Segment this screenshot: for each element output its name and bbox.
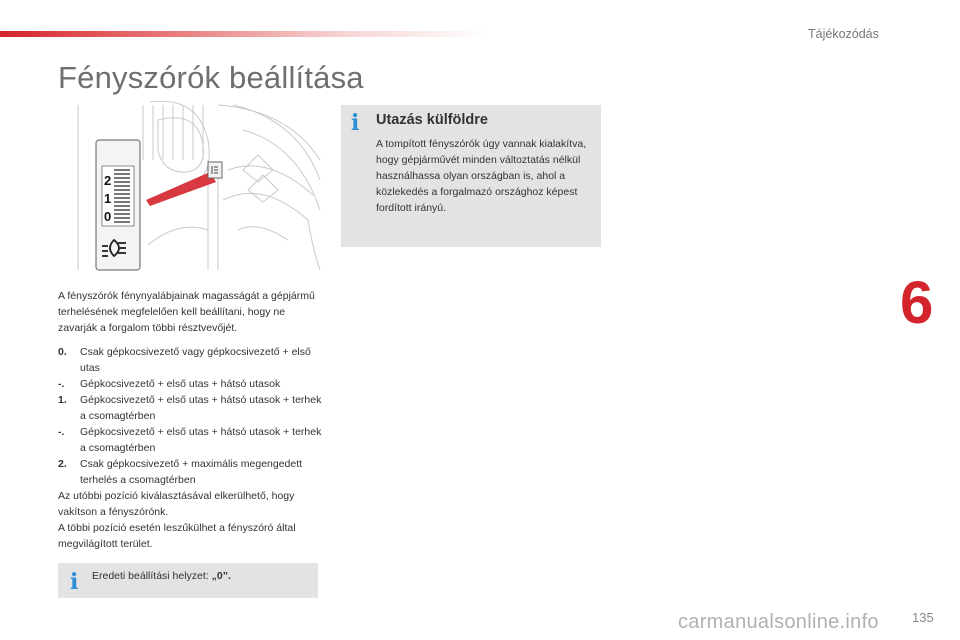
page-number: 135 bbox=[912, 610, 934, 625]
position-text: Gépkocsivezető + első utas + hátsó utasok + terhek a csomagtérben bbox=[80, 426, 322, 454]
note-text: Eredeti beállítási helyzet: bbox=[92, 570, 212, 582]
list-item bbox=[58, 456, 326, 488]
position-text: Gépkocsivezető + első utas + hátsó utasok bbox=[80, 378, 281, 390]
position-text: Gépkocsivezető + első utas + hátsó utasok + terhek a csomagtérben bbox=[80, 394, 322, 422]
watermark: carmanualsonline.info bbox=[678, 611, 879, 633]
position-text: Csak gépkocsivezető + maximális megengedett terhelés a csomagtérben bbox=[80, 458, 303, 486]
dial-label: 2 bbox=[104, 173, 112, 188]
section-label: Tájékozódás bbox=[808, 27, 879, 41]
list-item bbox=[58, 344, 326, 376]
intro-text: A fényszórók fénynyalábjainak magasságát a gépjármű terhelésének megfelelően kell beállítani, hogy ne zavarják a forgalom többi résztvevőjét. bbox=[58, 290, 315, 334]
dial-label: 1 bbox=[104, 191, 112, 206]
dial-label: 0 bbox=[104, 209, 112, 224]
headlamp-adjustment-illustration bbox=[58, 100, 323, 275]
info-box-title: Utazás külföldre bbox=[376, 112, 488, 128]
outro-text-1: Az utóbbi pozíció kiválasztásával elkerülhető, hogy vakítson a fényszórónk. bbox=[58, 490, 295, 518]
position-key: 2. bbox=[58, 458, 67, 470]
position-key: -. bbox=[58, 378, 65, 390]
outro-text-2: A többi pozíció esetén leszűkülhet a fényszóró által megvilágított terület. bbox=[58, 522, 296, 550]
note-value: „0”. bbox=[211, 570, 231, 582]
info-box-abroad bbox=[341, 105, 601, 247]
position-key: 0. bbox=[58, 346, 67, 358]
info-icon: i bbox=[351, 110, 360, 136]
position-text: Csak gépkocsivezető vagy gépkocsivezető + első utas bbox=[80, 346, 311, 374]
position-list bbox=[58, 344, 326, 552]
info-box-text: A tompított fényszórók úgy vannak kialakítva, hogy gépjárművét minden változtatás nélkül használhassa olyan országban is, ahol a közlekedés a forgalmazó országhoz képest fordított irányú. bbox=[376, 138, 587, 214]
position-key: -. bbox=[58, 426, 65, 438]
chapter-number: 6 bbox=[900, 269, 934, 336]
info-icon: i bbox=[70, 569, 79, 595]
default-setting-note bbox=[58, 563, 318, 598]
position-key: 1. bbox=[58, 394, 67, 406]
list-item bbox=[58, 424, 326, 456]
list-item bbox=[58, 392, 326, 424]
list-item bbox=[58, 376, 326, 392]
page-title: Fényszórók beállítása bbox=[58, 60, 364, 95]
header-accent-bar bbox=[0, 31, 490, 37]
